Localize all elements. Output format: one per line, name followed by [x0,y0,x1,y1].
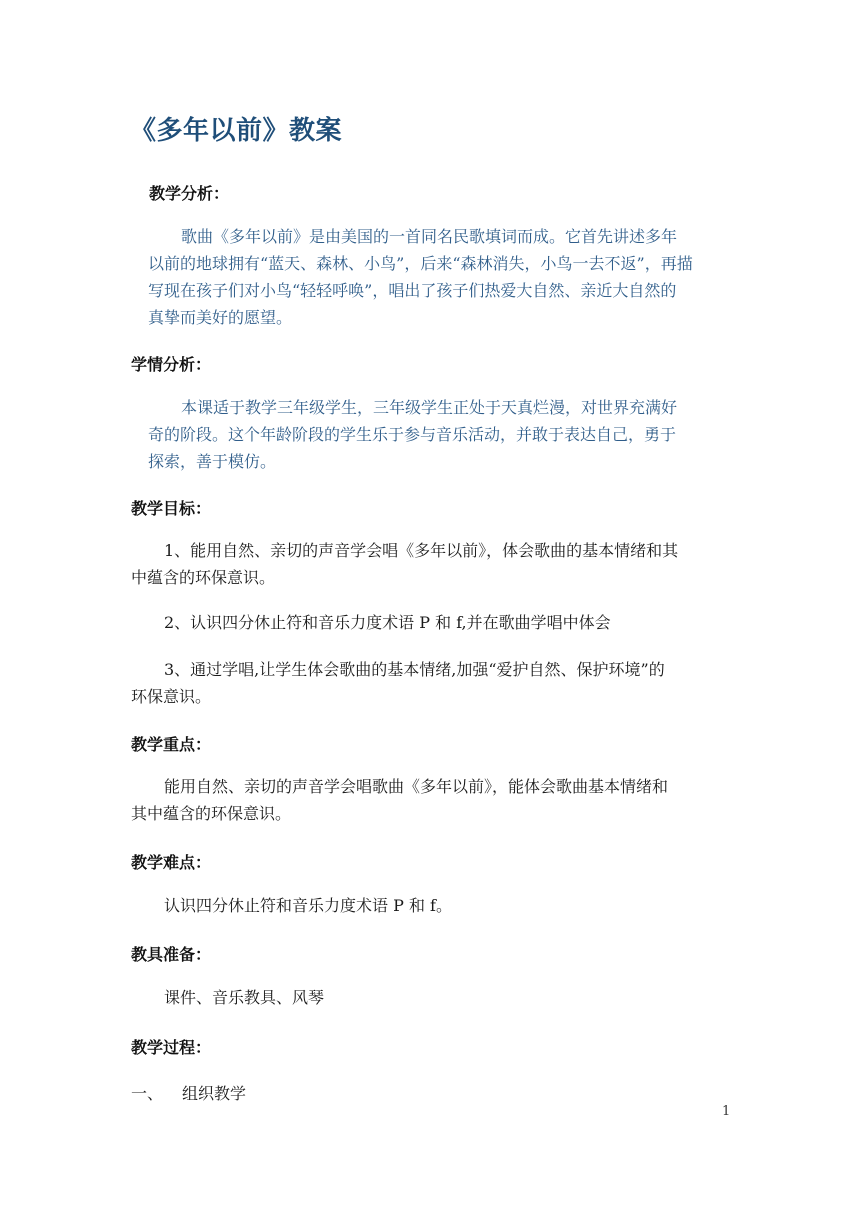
paragraph-difficulties [131,892,452,919]
text-line: 奇的阶段。这个年龄阶段的学生乐于参与音乐活动，并敢于表达自己，勇于 [148,425,677,444]
paragraph-key-points [131,773,668,827]
heading-teaching-goals: 教学目标： [131,499,212,518]
heading-learner-analysis: 学情分析： [131,355,212,374]
paragraph-teaching-analysis [148,223,693,331]
paragraph-materials [131,984,324,1011]
list-marker: 一、 [131,1084,164,1103]
heading-teaching-process: 教学过程： [131,1038,212,1057]
heading-key-points: 教学重点： [131,735,212,754]
text-line: 其中蕴含的环保意识。 [131,804,292,823]
heading-difficulties: 教学难点： [131,853,212,872]
text-line: 环保意识。 [131,687,212,706]
text-line: 认识四分休止符和音乐力度术语 P 和 f。 [164,896,452,915]
text-line: 中蕴含的环保意识。 [131,568,276,587]
text-line: 探索，善于模仿。 [148,452,277,471]
page-number: 1 [722,1104,731,1119]
text-line: 本课适于教学三年级学生，三年级学生正处于天真烂漫，对世界充满好 [181,398,678,417]
text-line: 课件、音乐教具、风琴 [164,988,325,1007]
text-line: 写现在孩子们对小鸟“轻轻呼唤”，唱出了孩子们热爱大自然、亲近大自然的 [148,281,677,300]
paragraph-goal-1 [131,537,678,591]
paragraph-goal-2 [131,609,611,636]
list-item-text: 组织教学 [182,1084,247,1103]
heading-teaching-analysis: 教学分析： [149,184,230,203]
text-line: 2、认识四分休止符和音乐力度术语 P 和 f,并在歌曲学唱中体会 [164,613,611,632]
text-line: 3、通过学唱,让学生体会歌曲的基本情绪,加强“爱护自然、保护环境”的 [164,660,665,679]
text-line: 1、能用自然、亲切的声音学会唱《多年以前》，体会歌曲的基本情绪和其 [164,541,679,560]
text-line: 能用自然、亲切的声音学会唱歌曲《多年以前》，能体会歌曲基本情绪和 [164,777,669,796]
text-line: 真挚而美好的愿望。 [148,308,293,327]
heading-materials: 教具准备： [131,945,212,964]
text-line: 歌曲《多年以前》是由美国的一首同名民歌填词而成。它首先讲述多年 [181,227,678,246]
text-line: 以前的地球拥有“蓝天、森林、小鸟”，后来“森林消失，小鸟一去不返”，再描 [148,254,693,273]
paragraph-goal-3 [131,656,665,710]
paragraph-learner-analysis [148,394,677,475]
document-title: 《多年以前》教案 [130,116,343,146]
